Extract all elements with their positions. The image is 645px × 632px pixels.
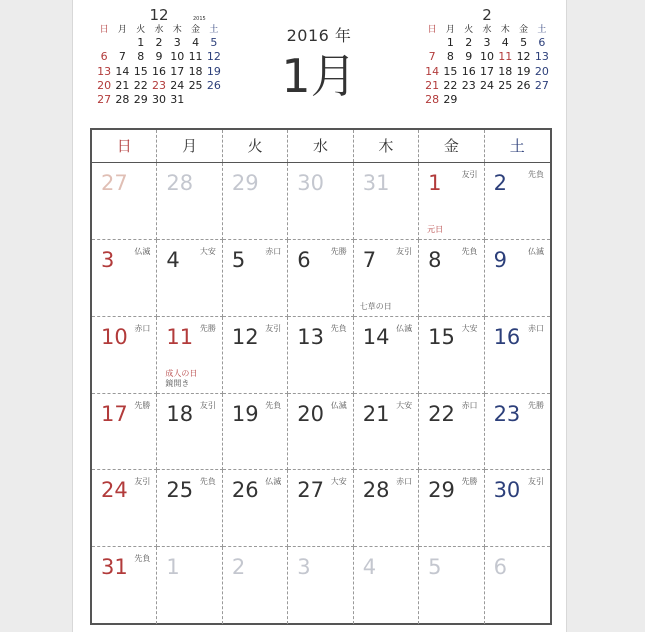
mini-day: 3	[483, 36, 491, 49]
mini-day	[496, 93, 514, 107]
day-cell[interactable]	[157, 394, 222, 471]
day-cell[interactable]	[354, 240, 419, 317]
mini-day: 27	[97, 93, 112, 107]
day-cell[interactable]	[157, 470, 222, 547]
event-name: 七草の日	[359, 301, 392, 311]
event-name: 鏡開き	[165, 378, 190, 388]
mini-weekday-label: 水	[154, 25, 164, 35]
rokuyo-label: 赤口	[134, 323, 151, 333]
mini-day: 23	[151, 78, 166, 92]
day-note	[360, 302, 392, 312]
mini-day	[514, 93, 532, 107]
rokuyo-label: 仏滅	[265, 477, 282, 487]
day-cell[interactable]	[288, 470, 353, 547]
day-number: 3	[101, 247, 115, 272]
mini-day: 7	[428, 50, 436, 64]
day-number: 26	[231, 478, 259, 503]
day-cell[interactable]	[223, 317, 288, 394]
rokuyo-label: 友引	[199, 400, 216, 410]
mini-day	[95, 36, 113, 50]
mini-day: 19	[516, 64, 531, 78]
mini-day: 22	[443, 78, 458, 92]
day-cell[interactable]	[485, 547, 550, 624]
day-cell[interactable]	[485, 163, 550, 240]
mini-day: 1	[137, 36, 145, 49]
day-number: 11	[166, 324, 194, 349]
mini-day: 17	[170, 64, 185, 78]
mini-day: 3	[173, 36, 181, 49]
mini-day: 15	[443, 64, 458, 78]
day-cell[interactable]	[223, 394, 288, 471]
mini-day: 6	[100, 50, 108, 64]
day-cell[interactable]	[485, 470, 550, 547]
day-cell[interactable]	[288, 163, 353, 240]
mini-weekday-label: 日	[427, 25, 437, 35]
day-cell[interactable]	[92, 547, 157, 624]
rokuyo-label: 先勝	[461, 477, 478, 487]
rokuyo-label: 先負	[265, 400, 282, 410]
day-cell[interactable]	[419, 240, 484, 317]
mini-grid	[95, 24, 223, 107]
mini-day: 15	[133, 64, 148, 78]
rokuyo-label: 赤口	[528, 323, 544, 333]
mini-grid	[423, 24, 551, 107]
day-cell[interactable]	[157, 240, 222, 317]
mini-weekday-label: 火	[136, 25, 146, 35]
mini-weekday-label: 金	[519, 25, 529, 35]
mini-day	[113, 36, 131, 50]
mini-day: 20	[534, 64, 549, 78]
title-year: 2016 年	[286, 26, 352, 45]
day-number: 31	[101, 555, 128, 580]
rokuyo-label: 友引	[396, 246, 413, 256]
mini-header	[423, 4, 551, 24]
rokuyo-label: 友引	[461, 170, 478, 179]
mini-day	[533, 93, 551, 107]
day-cell[interactable]	[288, 394, 353, 471]
day-number: 7	[362, 247, 377, 272]
rokuyo-label: 大安	[199, 246, 216, 256]
mini-day: 5	[210, 36, 218, 49]
mini-day: 28	[425, 93, 440, 107]
mini-day: 10	[170, 50, 185, 64]
day-cell[interactable]	[157, 547, 222, 624]
mini-day: 11	[188, 50, 203, 64]
day-number: 18	[166, 401, 194, 426]
mini-day: 29	[443, 93, 458, 107]
rokuyo-label: 友引	[134, 477, 151, 487]
mini-weekday-label: 日	[99, 25, 109, 35]
rokuyo-label: 先負	[528, 170, 544, 179]
mini-day: 29	[133, 93, 148, 107]
month-title	[259, 24, 379, 102]
weekday-header: 月	[157, 130, 222, 162]
month-calendar-grid	[90, 128, 552, 625]
mini-day: 26	[516, 78, 531, 92]
mini-day: 12	[516, 50, 531, 64]
day-number: 30	[493, 478, 521, 503]
mini-day: 9	[465, 50, 473, 64]
day-note	[165, 369, 197, 389]
day-number: 21	[362, 401, 390, 426]
rokuyo-label: 仏滅	[396, 323, 413, 333]
day-cell[interactable]	[92, 317, 157, 394]
mini-day: 25	[498, 78, 513, 92]
day-number: 3	[297, 555, 311, 580]
day-cell[interactable]	[288, 547, 353, 624]
mini-day: 14	[115, 64, 130, 78]
rokuyo-label: 仏滅	[330, 400, 347, 410]
weekday-header: 金	[419, 130, 484, 162]
day-cell[interactable]	[157, 163, 222, 240]
holiday-name: 元日	[427, 224, 444, 234]
mini-day: 26	[206, 78, 221, 92]
mini-weekday-label: 土	[209, 25, 219, 35]
mini-day: 14	[425, 64, 440, 78]
mini-day: 8	[137, 50, 145, 64]
rokuyo-label: 大安	[461, 323, 478, 333]
day-cell[interactable]	[354, 163, 419, 240]
rokuyo-label: 仏滅	[528, 246, 544, 256]
rokuyo-label: 先勝	[134, 400, 151, 410]
rokuyo-label: 先負	[134, 554, 151, 564]
day-cell[interactable]	[288, 317, 353, 394]
rokuyo-label: 先勝	[330, 246, 347, 256]
day-number: 6	[493, 555, 507, 580]
day-note	[427, 225, 443, 235]
mini-weekday-label: 月	[445, 25, 455, 35]
mini-day: 20	[97, 78, 112, 92]
day-number: 1	[166, 555, 180, 580]
day-cell[interactable]	[223, 240, 288, 317]
day-number: 24	[101, 478, 128, 503]
mini-day: 9	[155, 50, 163, 64]
day-number: 16	[493, 324, 521, 349]
calendar-page	[72, 0, 567, 632]
weekday-header: 火	[223, 130, 288, 162]
mini-day: 18	[498, 64, 513, 78]
day-number: 13	[297, 324, 325, 349]
day-number: 4	[362, 555, 377, 580]
mini-day: 17	[479, 64, 494, 78]
rokuyo-label: 先負	[199, 477, 216, 487]
day-number: 29	[231, 171, 259, 195]
day-number: 2	[493, 171, 507, 195]
weekday-header: 水	[288, 130, 353, 162]
weekday-header: 土	[509, 137, 525, 155]
mini-day: 22	[133, 78, 148, 92]
day-cell[interactable]	[157, 317, 222, 394]
mini-day: 13	[97, 64, 112, 78]
rokuyo-label: 先勝	[528, 400, 544, 410]
rokuyo-label: 赤口	[461, 400, 478, 410]
mini-day: 6	[538, 36, 546, 49]
mini-day: 16	[461, 64, 476, 78]
mini-day: 24	[479, 78, 494, 92]
mini-day: 1	[446, 36, 454, 49]
calendar-body	[92, 163, 550, 624]
day-number: 23	[493, 401, 521, 426]
day-cell[interactable]	[223, 163, 288, 240]
rokuyo-label: 大安	[396, 400, 413, 410]
day-cell[interactable]	[419, 163, 484, 240]
day-number: 19	[231, 401, 259, 426]
day-cell[interactable]	[354, 394, 419, 471]
mini-day	[186, 93, 204, 107]
day-cell[interactable]	[92, 163, 157, 240]
mini-month-label: 12	[149, 6, 169, 24]
day-cell[interactable]	[485, 240, 550, 317]
day-number: 30	[297, 171, 325, 195]
day-cell[interactable]	[92, 470, 157, 547]
mini-day: 2	[155, 36, 163, 49]
mini-weekday-label: 木	[500, 25, 510, 35]
mini-day	[478, 93, 496, 107]
mini-day: 23	[461, 78, 476, 92]
day-number: 2	[231, 555, 246, 580]
mini-day: 21	[115, 78, 130, 92]
mini-day: 31	[170, 93, 185, 107]
day-number: 8	[428, 247, 442, 272]
mini-day: 25	[188, 78, 203, 92]
mini-day: 4	[192, 36, 200, 49]
day-number: 5	[231, 247, 246, 272]
day-number: 20	[297, 401, 325, 426]
day-number: 15	[428, 324, 455, 349]
rokuyo-label: 先負	[461, 246, 478, 256]
mini-day: 16	[151, 64, 166, 78]
day-number: 27	[101, 171, 128, 195]
day-number: 14	[362, 324, 390, 349]
rokuyo-label: 友引	[528, 477, 544, 487]
day-cell[interactable]	[354, 547, 419, 624]
day-cell[interactable]	[419, 317, 484, 394]
rokuyo-label: 友引	[265, 323, 282, 333]
day-cell[interactable]	[288, 240, 353, 317]
mini-day: 10	[479, 50, 494, 64]
weekday-header-row	[92, 130, 550, 163]
mini-day: 11	[498, 50, 513, 64]
mini-day: 2	[465, 36, 473, 49]
mini-day: 5	[520, 36, 528, 49]
day-cell[interactable]	[485, 394, 550, 471]
day-number: 28	[166, 171, 194, 195]
mini-day: 7	[118, 50, 126, 64]
day-cell[interactable]	[419, 394, 484, 471]
mini-day: 30	[151, 93, 166, 107]
day-number: 31	[362, 171, 390, 195]
rokuyo-label: 仏滅	[134, 246, 151, 256]
mini-day: 27	[534, 78, 549, 92]
holiday-name: 成人の日	[165, 368, 198, 378]
day-number: 4	[166, 247, 180, 272]
day-number: 27	[297, 478, 325, 503]
mini-day: 24	[170, 78, 185, 92]
rokuyo-label: 先勝	[199, 323, 216, 333]
day-cell[interactable]	[223, 470, 288, 547]
mini-day: 19	[206, 64, 221, 78]
rokuyo-label: 赤口	[265, 246, 282, 256]
day-cell[interactable]	[419, 470, 484, 547]
title-month: 1月	[281, 49, 357, 103]
day-cell[interactable]	[92, 394, 157, 471]
day-cell[interactable]	[92, 240, 157, 317]
mini-weekday-label: 火	[464, 25, 474, 35]
mini-weekday-label: 土	[537, 25, 547, 35]
day-number: 25	[166, 478, 194, 503]
mini-day: 12	[206, 50, 221, 64]
day-number: 5	[428, 555, 442, 580]
mini-day: 21	[425, 78, 440, 92]
mini-year-label: 2015	[193, 16, 206, 22]
weekday-header: 木	[354, 130, 419, 162]
day-number: 10	[101, 324, 128, 349]
day-cell[interactable]	[223, 547, 288, 624]
day-number: 1	[428, 171, 442, 195]
mini-weekday-label: 金	[191, 25, 201, 35]
prev-month-mini-calendar	[95, 4, 223, 107]
mini-day	[205, 93, 223, 107]
rokuyo-label: 大安	[330, 477, 347, 487]
day-number: 22	[428, 401, 455, 426]
rokuyo-label: 先負	[330, 323, 347, 333]
mini-day: 18	[188, 64, 203, 78]
mini-day: 4	[501, 36, 509, 49]
mini-day	[423, 36, 441, 50]
mini-header	[95, 4, 223, 24]
day-cell[interactable]	[485, 317, 550, 394]
mini-day	[460, 93, 478, 107]
day-number: 6	[297, 247, 311, 272]
day-number: 29	[428, 478, 455, 503]
mini-month-label: 2	[482, 6, 492, 24]
mini-day: 8	[446, 50, 454, 64]
mini-weekday-label: 月	[117, 25, 127, 35]
weekday-header: 日	[92, 130, 157, 162]
day-cell[interactable]	[419, 547, 484, 624]
day-cell[interactable]	[354, 317, 419, 394]
day-cell[interactable]	[354, 470, 419, 547]
day-number: 17	[101, 401, 128, 426]
day-number: 12	[231, 324, 259, 349]
day-number: 9	[493, 247, 507, 272]
mini-day: 28	[115, 93, 130, 107]
rokuyo-label: 赤口	[396, 477, 413, 487]
next-month-mini-calendar	[423, 4, 551, 107]
day-number: 28	[362, 478, 390, 503]
mini-day: 13	[534, 50, 549, 64]
mini-weekday-label: 木	[172, 25, 182, 35]
mini-weekday-label: 水	[482, 25, 492, 35]
